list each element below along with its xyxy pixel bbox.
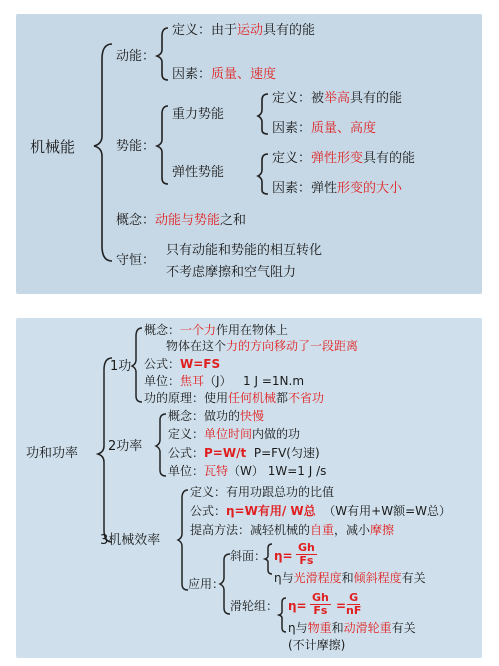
conservation-label: 守恒： bbox=[116, 253, 156, 268]
gravity-definition: 定义：被举高具有的能 bbox=[272, 91, 403, 106]
pulley-note: (不计摩擦) bbox=[288, 638, 346, 652]
pulley-relation: η与物重和动滑轮重有关 bbox=[288, 621, 416, 635]
work-concept-line2: 物体在这个力的方向移动了一段距离 bbox=[166, 339, 359, 353]
pulley-fraction-2 bbox=[346, 592, 361, 617]
pulley-denominator-2: nF bbox=[346, 604, 362, 618]
root-title: 功和功率 bbox=[26, 446, 79, 461]
pulley-fraction-1 bbox=[310, 592, 331, 617]
kinetic-factors: 因素：质量、速度 bbox=[172, 67, 277, 82]
work-formula: 公式：W=FS bbox=[144, 357, 221, 371]
elastic-definition: 定义：弹性形变具有的能 bbox=[272, 151, 416, 166]
pulley-equals: = bbox=[336, 599, 347, 613]
conservation-line2: 不考虑摩擦和空气阻力 bbox=[166, 265, 297, 280]
concept-line: 概念：动能与势能之和 bbox=[116, 213, 247, 228]
efficiency-improvement: 提高方法：减轻机械的自重，减小摩擦 bbox=[190, 523, 395, 537]
power-definition: 定义：单位时间内做的功 bbox=[168, 427, 301, 441]
pulley-label: 滑轮组： bbox=[230, 599, 279, 613]
work-concept: 概念：一个力作用在物体上 bbox=[144, 323, 289, 337]
efficiency-definition: 定义：有用功跟总功的比值 bbox=[190, 485, 335, 499]
pulley-eta: η= bbox=[288, 599, 307, 613]
efficiency-label: 3机械效率 bbox=[100, 533, 161, 548]
work-and-power-panel bbox=[16, 318, 482, 658]
mechanical-energy-panel bbox=[16, 14, 482, 294]
slope-numerator: Gh bbox=[298, 541, 315, 554]
elastic-factors: 因素：弹性形变的大小 bbox=[272, 181, 403, 196]
application-label: 应用： bbox=[188, 577, 225, 591]
pulley-numerator-1: Gh bbox=[312, 591, 329, 604]
slope-label: 斜面： bbox=[230, 549, 267, 563]
efficiency-formula: 公式：η=W有用/ W总 （W有用+W额=W总） bbox=[190, 504, 452, 518]
conservation-line1: 只有动能和势能的相互转化 bbox=[166, 243, 323, 258]
pulley-numerator-2: G bbox=[349, 591, 359, 604]
root-title: 机械能 bbox=[30, 138, 76, 156]
power-formula: 公式：P=W/t P=FV(匀速) bbox=[168, 446, 320, 460]
work-unit: 单位：焦耳（J） 1 J =1N.m bbox=[144, 374, 305, 388]
slope-eta: η= bbox=[274, 549, 293, 563]
power-unit: 单位：瓦特（W） 1W=1 J /s bbox=[168, 464, 327, 478]
pulley-denominator-1: Fs bbox=[313, 604, 328, 618]
elastic-potential-label: 弹性势能 bbox=[172, 165, 225, 180]
power-label: 2功率 bbox=[108, 439, 143, 454]
work-label: 1功 bbox=[110, 359, 132, 374]
slope-relation: η与光滑程度和倾斜程度有关 bbox=[274, 571, 426, 585]
slope-fraction bbox=[296, 542, 317, 567]
gravity-potential-label: 重力势能 bbox=[172, 107, 225, 122]
slope-denominator: Fs bbox=[299, 554, 314, 568]
power-concept: 概念：做功的快慢 bbox=[168, 409, 265, 423]
kinetic-definition: 定义：由于运动具有的能 bbox=[172, 23, 316, 38]
gravity-factors: 因素：质量、高度 bbox=[272, 121, 377, 136]
potential-label: 势能： bbox=[116, 139, 156, 154]
kinetic-label: 动能： bbox=[116, 49, 156, 64]
work-principle: 功的原理：使用任何机械都不省功 bbox=[144, 391, 325, 405]
